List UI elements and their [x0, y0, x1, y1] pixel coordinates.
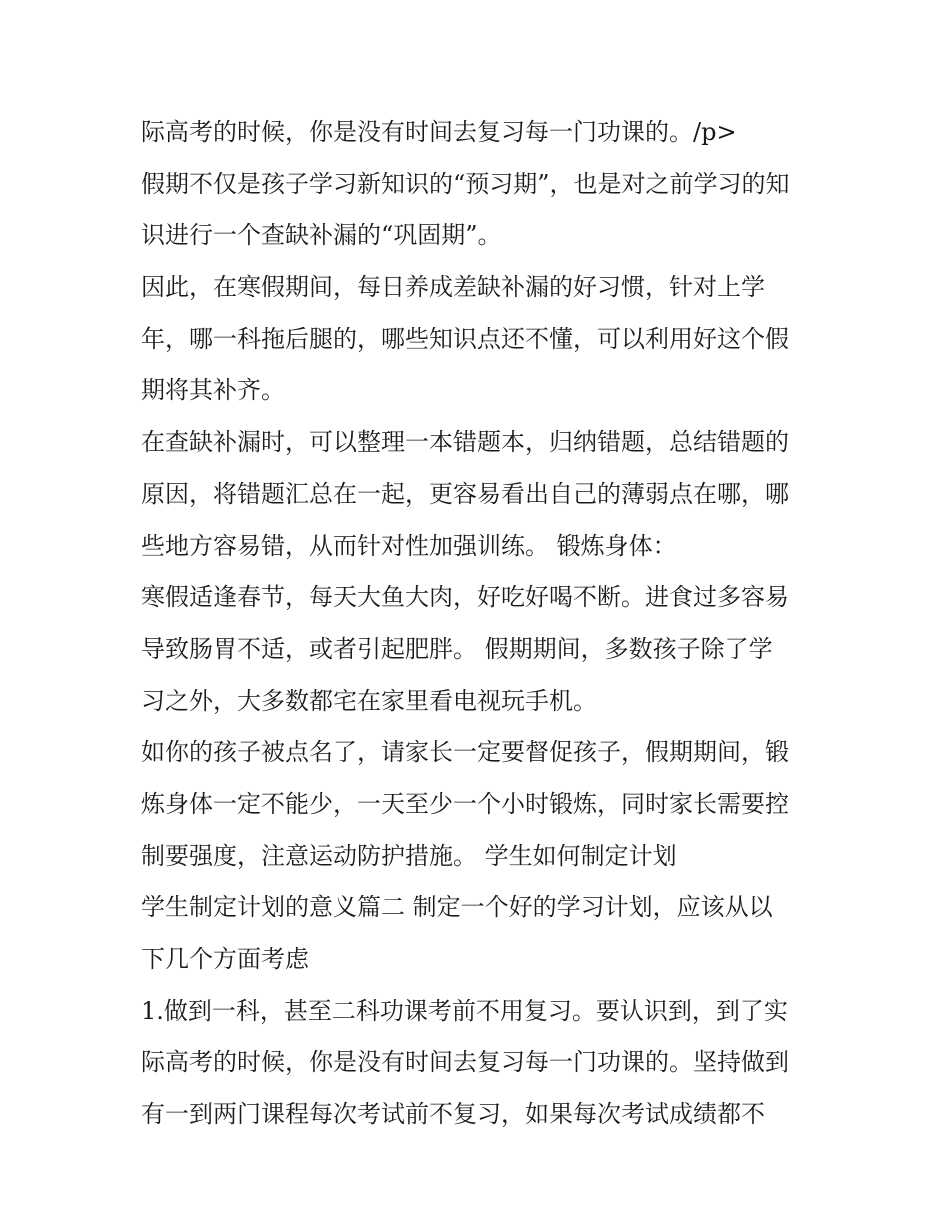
text-line-3: 识进行一个查缺补漏的“巩固期”。	[141, 221, 502, 250]
text-line-12: 习之外，大多数都宅在家里看电视玩手机。	[141, 686, 597, 715]
text-line-6: 期将其补齐。	[141, 376, 285, 405]
text-line-16: 学生制定计划的意义篇二 制定一个好的学习计划，应该从以	[141, 893, 773, 922]
text-line-15: 制要强度，注意运动防护措施。 学生如何制定计划	[141, 841, 677, 870]
text-line-7: 在查缺补漏时，可以整理一本错题本，归纳错题，总结错题的	[141, 428, 789, 457]
text-line-4: 因此，在寒假期间，每日养成差缺补漏的好习惯，针对上学	[141, 273, 765, 302]
text-line-11: 导致肠胃不适，或者引起肥胖。 假期期间，多数孩子除了学	[141, 634, 773, 663]
document-body	[141, 107, 821, 1141]
text-line-9: 些地方容易错，从而针对性加强训练。 锻炼身体：	[141, 531, 677, 560]
text-line-20: 有一到两门课程每次考试前不复习，如果每次考试成绩都不	[141, 1100, 765, 1129]
text-line-13: 如你的孩子被点名了，请家长一定要督促孩子，假期期间，锻	[141, 738, 789, 767]
text-line-19: 际高考的时候，你是没有时间去复习每一门功课的。坚持做到	[141, 1048, 789, 1077]
text-line-17: 下几个方面考虑	[141, 945, 309, 973]
text-line-5: 年，哪一科拖后腿的，哪些知识点还不懂，可以利用好这个假	[141, 324, 789, 353]
text-line-1: 际高考的时候，你是没有时间去复习每一门功课的。/p>	[141, 118, 737, 146]
text-line-8: 原因，将错题汇总在一起，更容易看出自己的薄弱点在哪，哪	[141, 479, 789, 508]
text-line-10: 寒假适逢春节，每天大鱼大肉，好吃好喝不断。进食过多容易	[141, 583, 789, 612]
text-line-14: 炼身体一定不能少，一天至少一个小时锻炼，同时家长需要控	[141, 789, 789, 818]
text-line-2: 假期不仅是孩子学习新知识的“预习期”，也是对之前学习的知	[141, 169, 790, 198]
text-line-18: 1.做到一科，甚至二科功课考前不用复习。要认识到，到了实	[141, 996, 788, 1025]
